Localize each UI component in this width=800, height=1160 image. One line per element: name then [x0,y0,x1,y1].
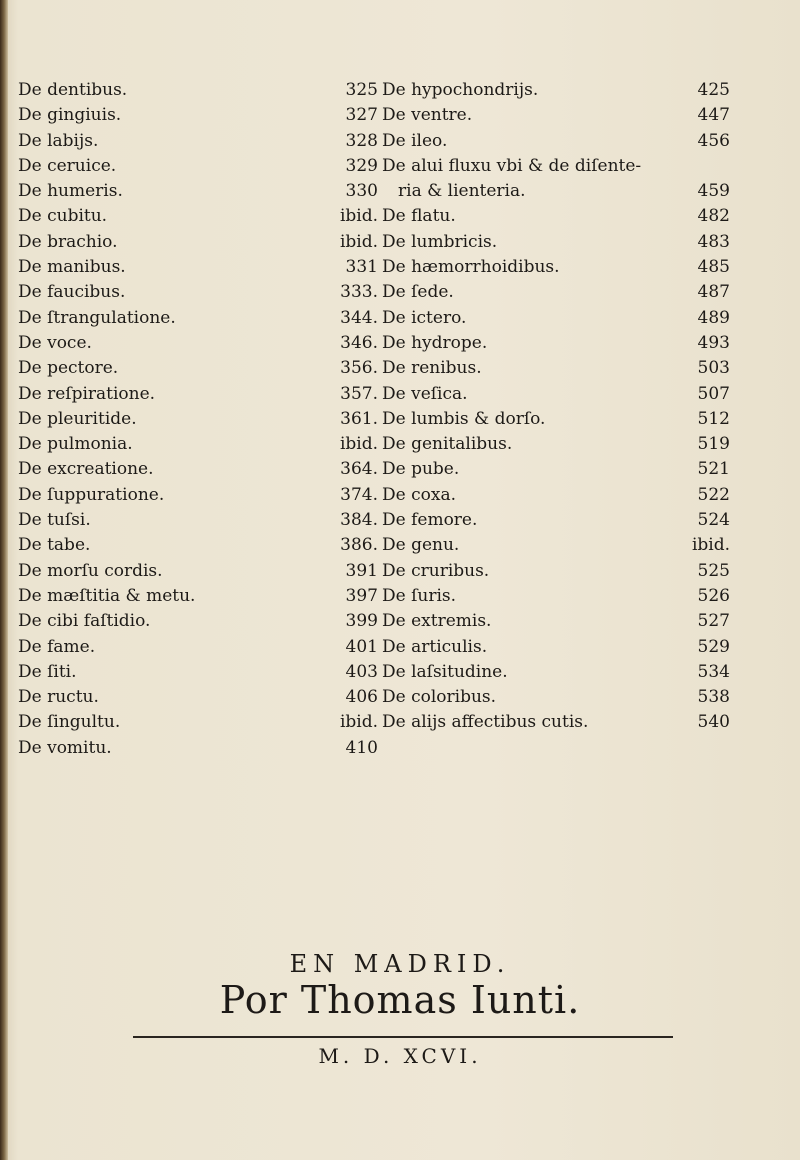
index-entry-page: ibid. [339,712,378,733]
index-entry-page: 331 [345,257,378,278]
index-entry-page: 391 [345,560,378,581]
index-entry-page: ibid. [691,535,730,556]
index-entry [382,432,730,457]
index-entry-page: 522 [697,484,730,505]
index-entry [18,129,378,154]
index-entry-page: 386. [340,535,378,556]
index-entry [382,356,730,381]
index-entry [382,660,730,685]
index-entry-page: 485 [697,257,730,278]
index-entry-label: De genu. [382,535,460,556]
index-entry-page: ibid. [339,231,378,252]
index-entry-label: De alui fluxu vbi & de diſente- [382,155,642,176]
index-entry-label: De ventre. [382,105,473,126]
index-entry-page: 482 [697,206,730,227]
index-entry-label: De lumbis & dorſo. [382,408,546,429]
index-entry [382,255,730,280]
index-entry-label: De brachio. [18,231,118,252]
index-entry-label: De ructu. [18,687,99,708]
index-entry-label: De humeris. [18,181,123,202]
index-entry-page: 507 [697,383,730,404]
index-entry [18,306,378,331]
index-entry [18,533,378,558]
index-entry-label: De faucibus. [18,282,126,303]
index-entry-page: 344. [340,307,378,328]
index-entry-page: 538 [697,687,730,708]
index-entry-label: De ceruice. [18,155,117,176]
index-entry-label: De tabe. [18,535,91,556]
index-entry-label: De veſica. [382,383,468,404]
index-entry-label: De flatu. [382,206,456,227]
index-entry [382,457,730,482]
index-entry-label: De ſtrangulatione. [18,307,176,328]
index-entry-page: 534 [697,661,730,682]
index-entry [18,559,378,584]
index-entry-page: 447 [697,105,730,126]
index-entry-page: 361. [340,408,378,429]
index-entry [18,736,378,761]
index-entry-label: De ſuppuratione. [18,484,165,505]
index-entry [382,382,730,407]
index-entry [382,407,730,432]
index-entry [382,204,730,229]
index-entry-label: De voce. [18,332,92,353]
index-entry-label: De ſede. [382,282,454,303]
index-entry-page: ibid. [339,434,378,455]
index-entry-label: De ſingultu. [18,712,121,733]
index-entry-page: 401 [345,636,378,657]
index-entry-label: De hydrope. [382,332,488,353]
index-entry-page: 540 [697,712,730,733]
index-entry-label: De renibus. [382,358,482,379]
index-entry-label: De genitalibus. [382,434,513,455]
index-entry [18,635,378,660]
index-entry [18,508,378,533]
index-entry [18,356,378,381]
index-entry-page: 525 [697,560,730,581]
index-entry-page: 503 [697,358,730,379]
index-entry-label: De dentibus. [18,80,128,100]
index-entry-page: 333. [340,282,378,303]
index-entry-label: De morſu cordis. [18,560,163,581]
index-entry-label: De mæſtitia & metu. [18,585,196,606]
imprint-rule [133,1036,673,1038]
index-entry [18,78,378,103]
index-entry-page: 512 [697,408,730,429]
index-entry-label: De manibus. [18,257,126,278]
index-entry [18,179,378,204]
index-entry [18,609,378,634]
index-entry [18,407,378,432]
index-entry-label: De coxa. [382,484,456,505]
index-entry [18,660,378,685]
index-entry-label: De pulmonia. [18,434,133,455]
index-entry-label: De tuſsi. [18,510,91,531]
index-entry-page: 397 [345,585,378,606]
index-entry [382,154,722,179]
index-entry [18,584,378,609]
index-entry [382,559,730,584]
index-entry-label: De coloribus. [382,687,497,708]
index-entry-label: De cubitu. [18,206,108,227]
imprint-city: EN MADRID. [289,950,511,978]
imprint-printer: Por Thomas Iunti. [219,978,581,1022]
index-entry-label: De hypochondrijs. [382,80,539,100]
index-entry [382,685,730,710]
index-entry [18,457,378,482]
index-entry [382,609,730,634]
index-entry [18,382,378,407]
index-entry [18,204,378,229]
index-column-right [382,78,730,736]
index-entry-page: 521 [697,459,730,480]
index-entry-page: 384. [340,510,378,531]
index-entry-label: De laſsitudine. [382,661,508,682]
index-entry [382,710,730,735]
index-entry-label: De ſuris. [382,585,457,606]
index-entry-label: De cibi faſtidio. [18,611,151,632]
index-entry-page: 410 [345,737,378,758]
index-entry-label: De gingiuis. [18,105,122,126]
index-entry [382,78,730,103]
index-entry [382,584,730,609]
index-entry-label: De ileo. [382,130,448,151]
index-entry-label: De pube. [382,459,460,480]
index-entry-label: De extremis. [382,611,492,632]
index-entry-page: ibid. [339,206,378,227]
index-entry [382,508,730,533]
index-entry-label: De reſpiratione. [18,383,156,404]
index-entry-page: 346. [340,332,378,353]
index-entry-page: 456 [697,130,730,151]
index-entry-page: 529 [697,636,730,657]
imprint-year: M. D. XCVI. [318,1044,482,1068]
index-entry-page: 526 [697,585,730,606]
index-entry-page: 328 [345,130,378,151]
index-entry [382,230,730,255]
index-entry-page: 425 [697,80,730,100]
index-entry [18,432,378,457]
index-entry [382,306,730,331]
index-entry [18,103,378,128]
index-entry-label: De fame. [18,636,96,657]
index-entry-page: 487 [697,282,730,303]
index-entry-page: 489 [697,307,730,328]
index-entry-page: 493 [697,332,730,353]
index-entry-label: De femore. [382,510,478,531]
index-entry-page: 403 [345,661,378,682]
index-entry-page: 406 [345,687,378,708]
index-entry-label: De cruribus. [382,560,490,581]
index-entry-label: De ictero. [382,307,467,328]
index-entry-label: De hæmorrhoidibus. [382,257,560,278]
index-entry-page: 519 [697,434,730,455]
index-entry [382,129,730,154]
index-entry [382,331,730,356]
index-entry-label: De pleuritide. [18,408,137,429]
index-entry-label: De alijs affectibus cutis. [382,712,589,733]
index-column-left [18,78,378,761]
index-entry-page: 330 [345,181,378,202]
index-entry [382,179,730,204]
index-entry [18,154,378,179]
index-entry-page: 357. [340,383,378,404]
index-entry [382,483,730,508]
index-entry [18,255,378,280]
index-entry-page: 329 [345,155,378,176]
index-entry-page: 459 [697,181,730,202]
index-entry-page: 399 [345,611,378,632]
index-entry-page: 483 [697,231,730,252]
index-entry [18,710,378,735]
index-entry-label: De pectore. [18,358,119,379]
index-entry [18,230,378,255]
index-entry-label: De excreatione. [18,459,154,480]
index-entry-label: De vomitu. [18,737,112,758]
index-entry-page: 524 [697,510,730,531]
index-entry-label: De lumbricis. [382,231,498,252]
index-entry [382,635,730,660]
index-entry-page: 364. [340,459,378,480]
index-entry-label: De articulis. [382,636,488,657]
index-entry [18,483,378,508]
index-entry [382,103,730,128]
index-entry [382,280,730,305]
index-entry-label: De ſiti. [18,661,77,682]
index-entry-page: 356. [340,358,378,379]
index-entry [18,280,378,305]
index-entry [18,331,378,356]
index-entry-page: 527 [697,611,730,632]
index-entry-page: 374. [340,484,378,505]
index-entry-page: 325 [345,80,378,100]
index-entry-page: 327 [345,105,378,126]
index-entry [18,685,378,710]
index-entry-label: ria & lienteria. [398,181,526,202]
index-entry-label: De labijs. [18,130,99,151]
index-entry [382,533,730,558]
